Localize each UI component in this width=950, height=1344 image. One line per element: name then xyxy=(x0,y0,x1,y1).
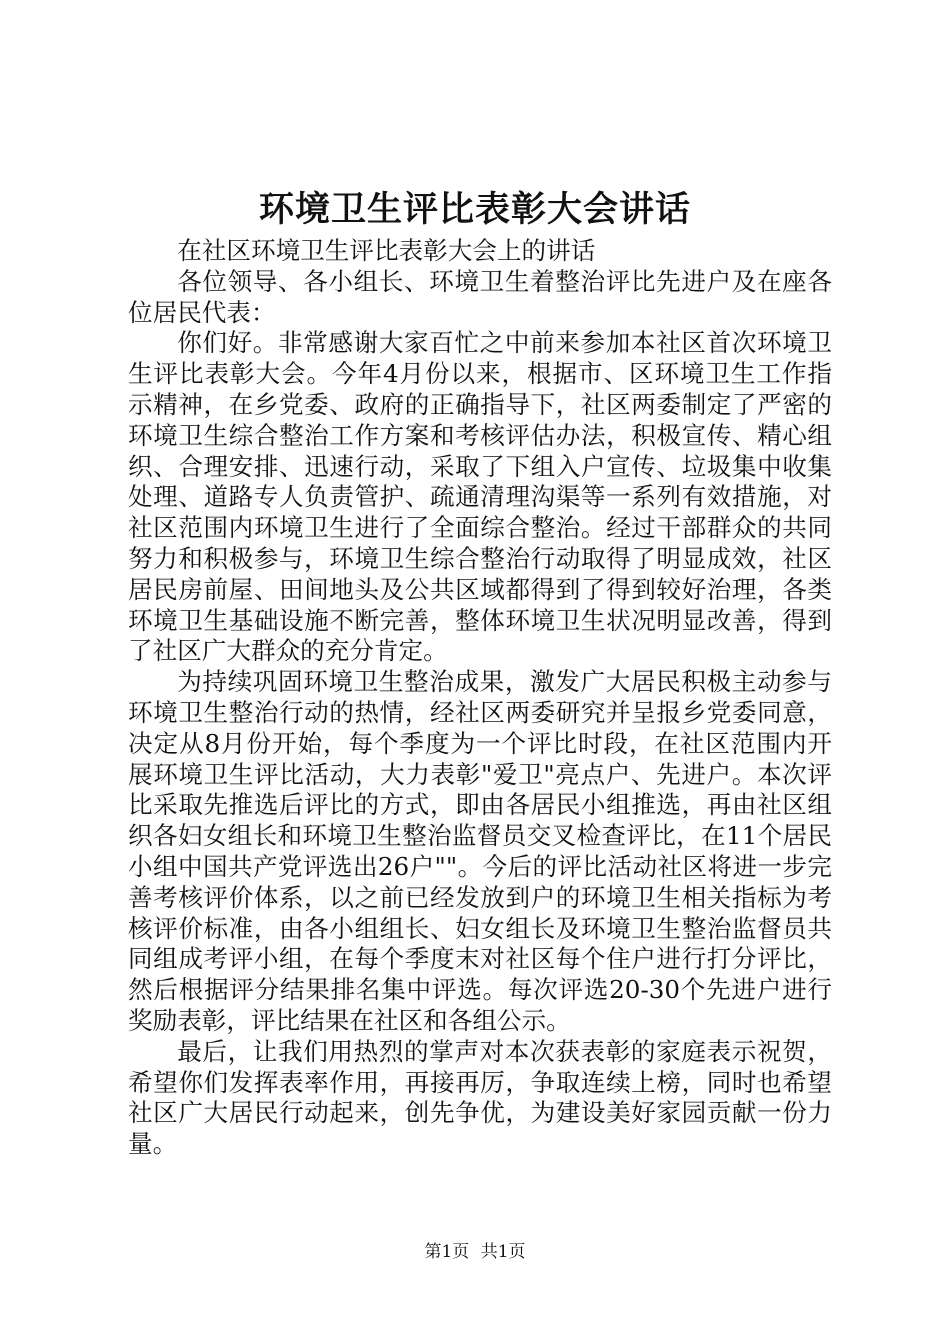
paragraph-closing: 最后，让我们用热烈的掌声对本次获表彰的家庭表示祝贺，希望你们发挥表率作用，再接再厉，争取连续上榜，同时也希望社区广大居民行动起来，创先争优，为建设美好家园贡献一份力量。 xyxy=(128,1036,832,1159)
document-body xyxy=(128,236,832,1160)
page-footer xyxy=(0,1240,950,1264)
page-total: 共1页 xyxy=(480,1242,526,1262)
paragraph-salutation: 各位领导、各小组长、环境卫生着整治评比先进户及在座各位居民代表： xyxy=(128,266,832,327)
document-title: 环境卫生评比表彰大会讲话 xyxy=(258,189,691,230)
paragraph-subtitle: 在社区环境卫生评比表彰大会上的讲话 xyxy=(177,236,596,265)
page-number: 第1页 xyxy=(424,1242,470,1262)
paragraph-greeting: 你们好。非常感谢大家百忙之中前来参加本社区首次环境卫生评比表彰大会。今年4月份以来，根据市、区环境卫生工作指示精神，在乡党委、政府的正确指导下，社区两委制定了严密的环境卫生综合整治工作方案和考核评估办法，积极宣传、精心组织、合理安排、迅速行动，采取了下组入户宣传、垃圾集中收集处理、道路专人负责管护、疏通清理沟渠等一系列有效措施，对社区范围内环境卫生进行了全面综合整治。经过干部群众的共同努力和积极参与，环境卫生综合整治行动取得了明显成效，社区居民房前屋、田间地头及公共区域都得到了得到较好治理，各类环境卫生基础设施不断完善，整体环境卫生状况明显改善，得到了社区广大群众的充分肯定。 xyxy=(128,328,832,666)
paragraph-evaluation: 为持续巩固环境卫生整治成果，激发广大居民积极主动参与环境卫生整治行动的热情，经社区两委研究并呈报乡党委同意，决定从8月份开始，每个季度为一个评比时段，在社区范围内开展环境卫生评比活动，大力表彰"爱卫"亮点户、先进户。本次评比采取先推选后评比的方式，即由各居民小组推选，再由社区组织各妇女组长和环境卫生整治监督员交叉检查评比，在11个居民小组中国共产党评选出26户""。今后的评比活动社区将进一步完善考核评价体系，以之前已经发放到户的环境卫生相关指标为考核评价标准，由各小组组长、妇女组长及环境卫生整治监督员共同组成考评小组，在每个季度末对社区每个住户进行打分评比，然后根据评分结果排名集中评选。每次评选20-30个先进户进行奖励表彰，评比结果在社区和各组公示。 xyxy=(128,667,832,1035)
